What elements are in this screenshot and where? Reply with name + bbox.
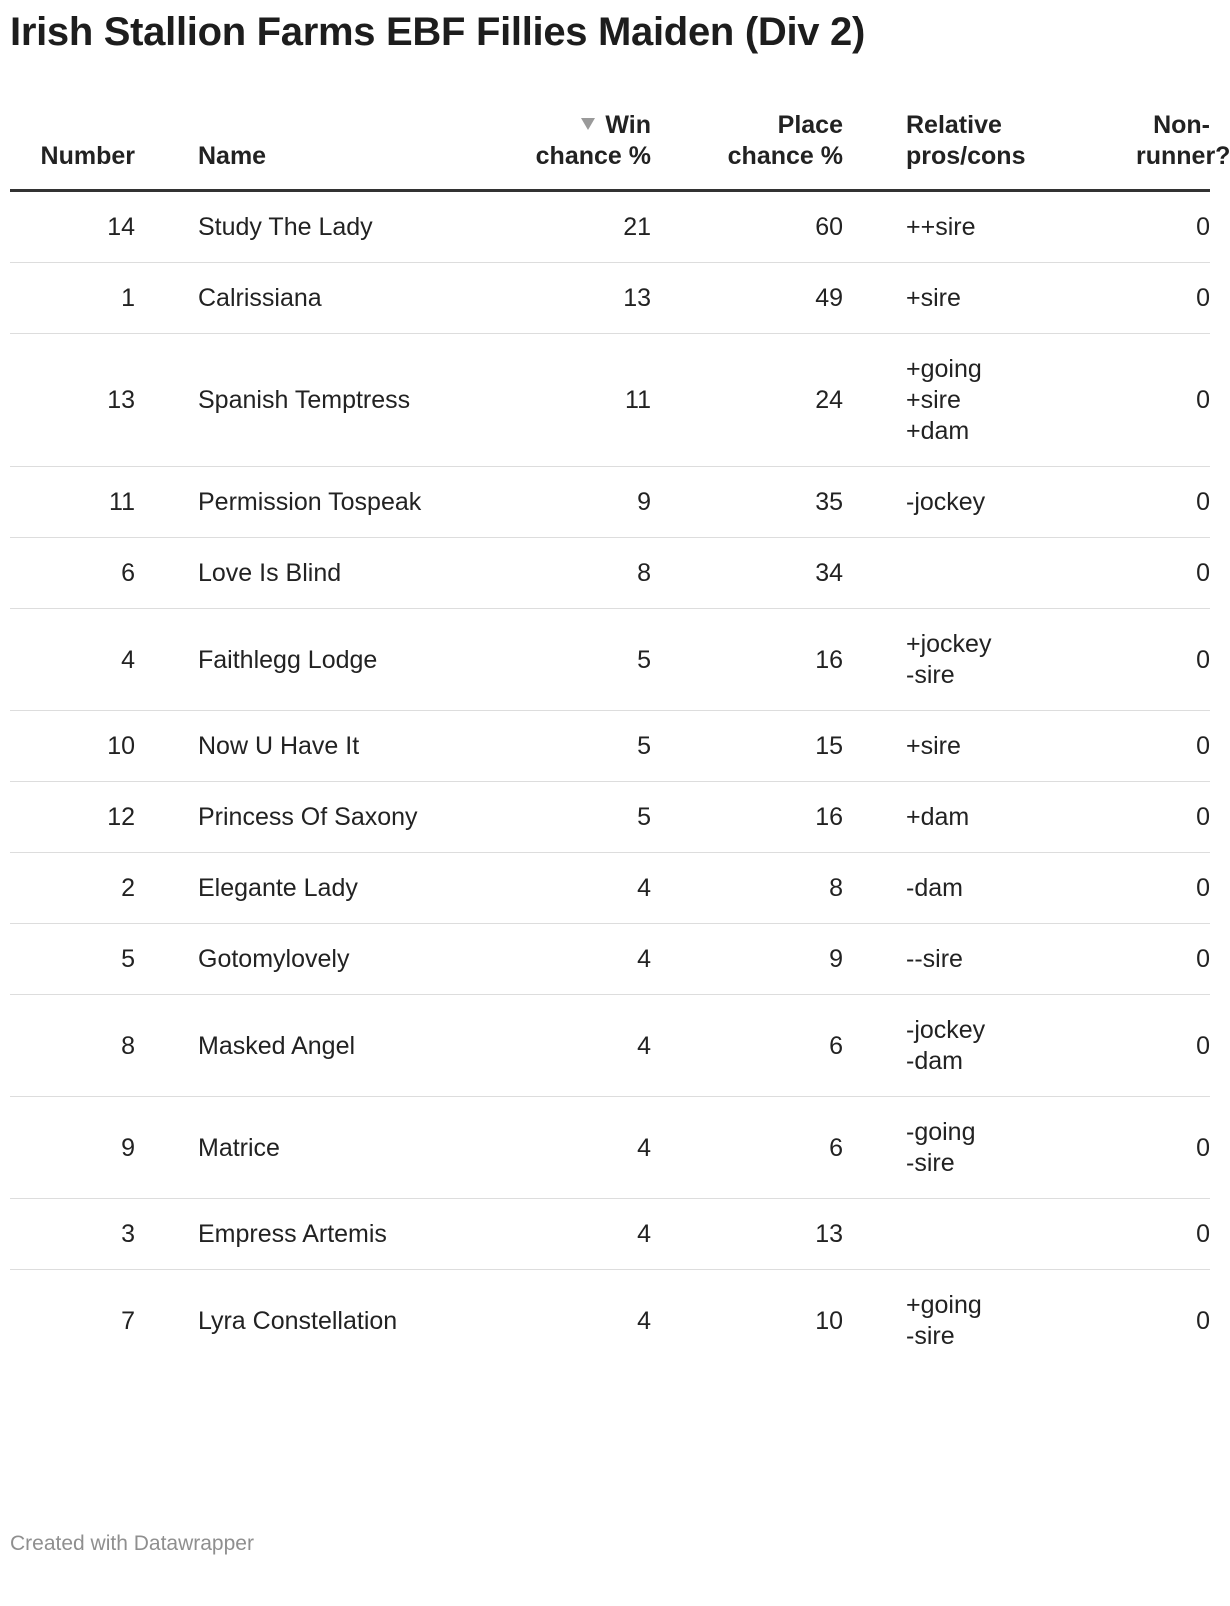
column-header-number[interactable] bbox=[10, 110, 135, 191]
pros-cons-item: -jockey bbox=[906, 488, 986, 516]
cell-win-chance: 9 bbox=[637, 488, 651, 516]
table-row bbox=[10, 334, 1210, 467]
cell-non-runner: 0 bbox=[1196, 1133, 1210, 1162]
cell-pros-cons bbox=[843, 853, 1136, 924]
cell-non-runner: 0 bbox=[1196, 284, 1210, 312]
cell-number: 10 bbox=[107, 732, 135, 760]
cell-name bbox=[135, 782, 441, 853]
table-row bbox=[10, 1199, 1210, 1270]
table-row bbox=[10, 538, 1210, 609]
table-row bbox=[10, 1270, 1210, 1372]
column-header-label: Place bbox=[777, 111, 843, 139]
cell-place-chance: 10 bbox=[815, 1306, 843, 1335]
cell-non-runner: 0 bbox=[1196, 1031, 1210, 1060]
cell-number: 13 bbox=[107, 386, 135, 414]
cell-pros-cons bbox=[843, 263, 1136, 334]
horse-name: Lyra Constellation bbox=[198, 1306, 398, 1335]
cell-number: 11 bbox=[109, 488, 135, 516]
cell-win-chance: 11 bbox=[625, 386, 651, 414]
cell-win-chance: 4 bbox=[637, 1220, 651, 1248]
pros-cons-item: -dam bbox=[906, 874, 963, 902]
cell-win-chance: 4 bbox=[637, 1031, 651, 1060]
pros-cons-item: -sire bbox=[906, 661, 955, 689]
cell-name bbox=[135, 1097, 441, 1199]
cell-win-chance: 8 bbox=[637, 559, 651, 587]
cell-pros-cons bbox=[843, 924, 1136, 995]
table-row bbox=[10, 609, 1210, 711]
pros-cons-item: +sire bbox=[906, 284, 961, 312]
cell-number: 2 bbox=[121, 874, 135, 902]
column-header-place-chance[interactable] bbox=[651, 110, 843, 191]
table-title: Irish Stallion Farms EBF Fillies Maiden (Div 2) bbox=[10, 10, 865, 54]
pros-cons-item: +jockey bbox=[906, 630, 992, 658]
pros-cons-item: -sire bbox=[906, 1322, 955, 1350]
cell-name bbox=[135, 334, 441, 467]
cell-name bbox=[135, 1199, 441, 1270]
pros-cons-item: -jockey bbox=[906, 1016, 986, 1044]
table-row bbox=[10, 924, 1210, 995]
cell-pros-cons bbox=[843, 782, 1136, 853]
cell-win-chance: 4 bbox=[637, 1306, 651, 1335]
cell-number: 3 bbox=[121, 1220, 135, 1248]
pros-cons-item: +going bbox=[906, 1291, 982, 1319]
cell-win-chance: 21 bbox=[623, 213, 651, 241]
cell-number: 9 bbox=[121, 1133, 135, 1162]
cell-place-chance: 9 bbox=[829, 945, 843, 973]
column-header-label: chance % bbox=[535, 142, 651, 170]
cell-pros-cons bbox=[843, 1270, 1136, 1372]
table-row bbox=[10, 191, 1210, 263]
cell-non-runner: 0 bbox=[1196, 732, 1210, 760]
pros-cons-item: +sire bbox=[906, 732, 961, 760]
horse-name: Faithlegg Lodge bbox=[198, 645, 378, 674]
cell-number: 5 bbox=[121, 945, 135, 973]
table-row bbox=[10, 1097, 1210, 1199]
table-header-row bbox=[10, 110, 1210, 191]
cell-pros-cons bbox=[843, 1097, 1136, 1199]
column-header-non-runner[interactable] bbox=[1136, 110, 1230, 191]
cell-place-chance: 13 bbox=[815, 1220, 843, 1248]
pros-cons-item: +dam bbox=[906, 417, 970, 445]
cell-name bbox=[135, 924, 441, 995]
cell-name bbox=[135, 609, 441, 711]
cell-non-runner: 0 bbox=[1196, 645, 1210, 674]
horse-name: Calrissiana bbox=[198, 284, 322, 312]
cell-name bbox=[135, 711, 441, 782]
cell-number: 4 bbox=[121, 645, 135, 674]
cell-pros-cons bbox=[843, 711, 1136, 782]
horse-name: Love Is Blind bbox=[198, 559, 342, 587]
cell-place-chance: 15 bbox=[815, 732, 843, 760]
cell-win-chance: 4 bbox=[637, 945, 651, 973]
horse-name: Elegante Lady bbox=[198, 874, 358, 902]
cell-number: 8 bbox=[121, 1031, 135, 1060]
column-header-win-chance[interactable] bbox=[441, 110, 651, 191]
horse-name: Masked Angel bbox=[198, 1031, 356, 1060]
cell-non-runner: 0 bbox=[1196, 488, 1210, 516]
column-header-label: Name bbox=[198, 142, 267, 170]
horse-name: Permission Tospeak bbox=[198, 488, 422, 516]
table-row bbox=[10, 995, 1210, 1097]
cell-non-runner: 0 bbox=[1196, 1220, 1210, 1248]
cell-win-chance: 5 bbox=[637, 803, 651, 831]
cell-pros-cons bbox=[843, 609, 1136, 711]
cell-pros-cons bbox=[843, 191, 1136, 263]
cell-win-chance: 4 bbox=[637, 874, 651, 902]
table-row bbox=[10, 263, 1210, 334]
cell-win-chance: 5 bbox=[637, 645, 651, 674]
cell-win-chance: 5 bbox=[637, 732, 651, 760]
cell-non-runner: 0 bbox=[1196, 213, 1210, 241]
column-header-label: Number bbox=[40, 142, 135, 170]
horse-name: Now U Have It bbox=[198, 732, 360, 760]
cell-non-runner: 0 bbox=[1196, 559, 1210, 587]
horse-name: Study The Lady bbox=[198, 213, 373, 241]
cell-pros-cons bbox=[843, 995, 1136, 1097]
sort-descending-icon bbox=[581, 118, 595, 130]
cell-number: 7 bbox=[121, 1306, 135, 1335]
cell-name bbox=[135, 263, 441, 334]
cell-win-chance: 13 bbox=[623, 284, 651, 312]
cell-number: 14 bbox=[107, 213, 135, 241]
pros-cons-item: -sire bbox=[906, 1149, 955, 1177]
cell-place-chance: 6 bbox=[829, 1133, 843, 1162]
column-header-label: pros/cons bbox=[906, 142, 1026, 170]
cell-name bbox=[135, 853, 441, 924]
column-header-label: Relative bbox=[906, 111, 1002, 139]
table-body bbox=[10, 191, 1210, 1372]
cell-place-chance: 35 bbox=[815, 488, 843, 516]
cell-place-chance: 49 bbox=[815, 284, 843, 312]
horse-name: Princess Of Saxony bbox=[198, 803, 418, 831]
cell-place-chance: 16 bbox=[815, 645, 843, 674]
cell-number: 6 bbox=[121, 559, 135, 587]
cell-place-chance: 16 bbox=[815, 803, 843, 831]
cell-pros-cons bbox=[843, 538, 1136, 609]
table-row bbox=[10, 711, 1210, 782]
cell-number: 1 bbox=[121, 284, 135, 312]
cell-non-runner: 0 bbox=[1196, 1306, 1210, 1335]
cell-place-chance: 60 bbox=[815, 213, 843, 241]
cell-place-chance: 6 bbox=[829, 1031, 843, 1060]
pros-cons-item: +going bbox=[906, 355, 982, 383]
cell-number: 12 bbox=[107, 803, 135, 831]
runners-table bbox=[10, 110, 1230, 1371]
cell-name bbox=[135, 1270, 441, 1372]
cell-name bbox=[135, 191, 441, 263]
cell-non-runner: 0 bbox=[1196, 386, 1210, 414]
table-row bbox=[10, 782, 1210, 853]
pros-cons-item: +sire bbox=[906, 386, 961, 414]
horse-name: Empress Artemis bbox=[198, 1220, 387, 1248]
cell-pros-cons bbox=[843, 467, 1136, 538]
column-header-label: chance % bbox=[727, 142, 843, 170]
pros-cons-item: -going bbox=[906, 1118, 976, 1146]
pros-cons-item: +dam bbox=[906, 803, 970, 831]
cell-non-runner: 0 bbox=[1196, 803, 1210, 831]
cell-pros-cons bbox=[843, 1199, 1136, 1270]
cell-pros-cons bbox=[843, 334, 1136, 467]
cell-place-chance: 8 bbox=[829, 874, 843, 902]
cell-non-runner: 0 bbox=[1196, 945, 1210, 973]
cell-win-chance: 4 bbox=[637, 1133, 651, 1162]
column-header-label: Non- bbox=[1153, 111, 1210, 139]
column-header-name[interactable] bbox=[135, 110, 441, 191]
column-header-label: runner? bbox=[1136, 142, 1230, 170]
footer-credit: Created with Datawrapper bbox=[10, 1532, 254, 1555]
column-header-label: Win bbox=[605, 111, 651, 139]
cell-name bbox=[135, 995, 441, 1097]
pros-cons-item: ++sire bbox=[906, 213, 976, 241]
pros-cons-item: -dam bbox=[906, 1047, 963, 1075]
cell-name bbox=[135, 467, 441, 538]
cell-non-runner: 0 bbox=[1196, 874, 1210, 902]
table-row bbox=[10, 467, 1210, 538]
column-header-pros-cons[interactable] bbox=[843, 110, 1136, 191]
horse-name: Spanish Temptress bbox=[198, 386, 411, 414]
horse-name: Gotomylovely bbox=[198, 945, 350, 973]
pros-cons-item: --sire bbox=[906, 945, 963, 973]
horse-name: Matrice bbox=[198, 1133, 280, 1162]
cell-place-chance: 34 bbox=[815, 559, 843, 587]
cell-name bbox=[135, 538, 441, 609]
cell-place-chance: 24 bbox=[815, 386, 843, 414]
table-row bbox=[10, 853, 1210, 924]
